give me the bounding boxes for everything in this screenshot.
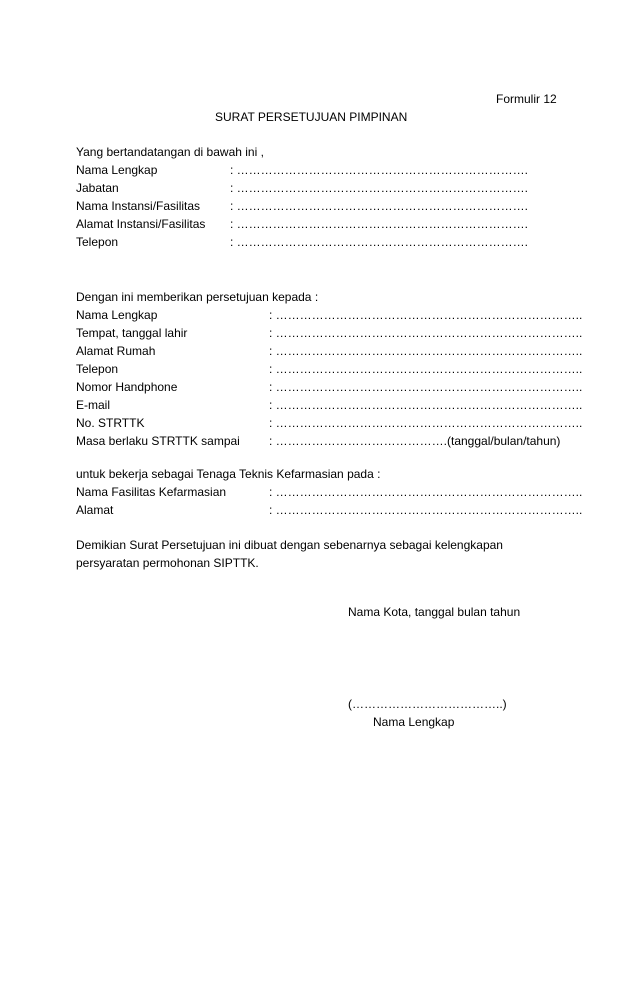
field-value: : ……………………………………………………………….	[230, 163, 529, 177]
signature-blank: (………………………………..)	[348, 697, 507, 711]
field-label: Nama Fasilitas Kefarmasian	[76, 485, 227, 499]
approval-intro: Dengan ini memberikan persetujuan kepada :	[76, 290, 319, 304]
field-value: : ……………………………………………………………….	[230, 235, 529, 249]
field-value: : …………………………………………………………………..	[269, 398, 583, 412]
field-value: : …………………………………………………………………..	[269, 362, 583, 376]
field-label: Telepon	[76, 235, 119, 249]
field-value: : …………………………………………………………………..	[269, 485, 583, 499]
field-label: Alamat Rumah	[76, 344, 156, 358]
field-label: Tempat, tanggal lahir	[76, 326, 188, 340]
field-value: : …………………………………………………………………..	[269, 344, 583, 358]
field-label: Jabatan	[76, 181, 119, 195]
signature-name: Nama Lengkap	[373, 715, 455, 729]
field-label: Nama Lengkap	[76, 163, 158, 177]
field-label: E-mail	[76, 398, 111, 412]
field-value: : ……………………………………………………………….	[230, 181, 529, 195]
field-label: Nama Instansi/Fasilitas	[76, 199, 201, 213]
field-label: Telepon	[76, 362, 119, 376]
field-label: Nama Lengkap	[76, 308, 158, 322]
document-title: SURAT PERSETUJUAN PIMPINAN	[215, 110, 408, 124]
workplace-intro: untuk bekerja sebagai Tenaga Teknis Kefarmasian pada :	[76, 467, 381, 481]
field-label: No. STRTTK	[76, 416, 145, 430]
field-label: Nomor Handphone	[76, 380, 178, 394]
field-value: : ……………………………………………………………….	[230, 199, 529, 213]
field-value: : …………………………………………………………………..	[269, 326, 583, 340]
field-value: : …………………………………………………………………..	[269, 308, 583, 322]
signature-place-date: Nama Kota, tanggal bulan tahun	[348, 605, 521, 619]
closing-paragraph: Demikian Surat Persetujuan ini dibuat dengan sebenarnya sebagai kelengkapan persyaratan permohonan SIPTTK.	[76, 538, 503, 570]
field-value: : …………………………………………………………………..	[269, 380, 583, 394]
field-label: Alamat Instansi/Fasilitas	[76, 217, 206, 231]
field-label: Alamat	[76, 503, 114, 517]
field-label: Masa berlaku STRTTK sampai	[76, 434, 240, 448]
signer-intro: Yang bertandatangan di bawah ini ,	[76, 145, 264, 159]
field-value: : …………………………………….(tanggal/bulan/tahun)	[269, 434, 561, 448]
form-number: Formulir 12	[496, 92, 557, 106]
field-value: : ……………………………………………………………….	[230, 217, 529, 231]
field-value: : …………………………………………………………………..	[269, 503, 583, 517]
field-value: : …………………………………………………………………..	[269, 416, 583, 430]
